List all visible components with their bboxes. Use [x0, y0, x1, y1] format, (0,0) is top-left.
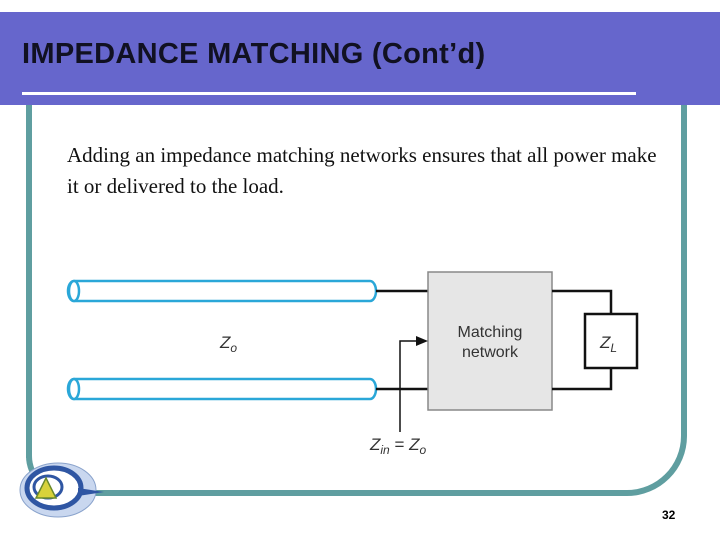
line-impedance-label: $Z_o$ — [220, 333, 238, 355]
wire-bottom-out — [552, 368, 611, 389]
matching-network-label-2: network — [461, 344, 519, 361]
input-impedance-arrow-line — [400, 341, 422, 432]
input-impedance-arrowhead — [416, 336, 428, 346]
page-number: 32 — [662, 508, 676, 522]
load-impedance-label: $Z_L$ — [600, 333, 618, 355]
wire-top-out — [552, 291, 611, 314]
frame-bottom-border — [98, 490, 618, 496]
university-logo — [18, 458, 104, 524]
title-underline — [22, 92, 636, 95]
input-impedance-equation: $Z_{in} = Z_o$ — [370, 435, 427, 457]
matching-network-diagram — [60, 262, 660, 462]
frame-left-border — [26, 105, 32, 458]
tline-top-conductor — [68, 281, 376, 301]
body-text: Adding an impedance matching networks ensures that all power make it or delivered to the load. — [67, 143, 657, 198]
matching-network-box — [428, 272, 552, 410]
tline-bottom-conductor — [68, 379, 376, 399]
matching-network-label-1: Matching — [457, 324, 523, 341]
frame-right-border — [681, 105, 687, 430]
slide-title: IMPEDANCE MATCHING (Cont’d) — [22, 38, 486, 70]
